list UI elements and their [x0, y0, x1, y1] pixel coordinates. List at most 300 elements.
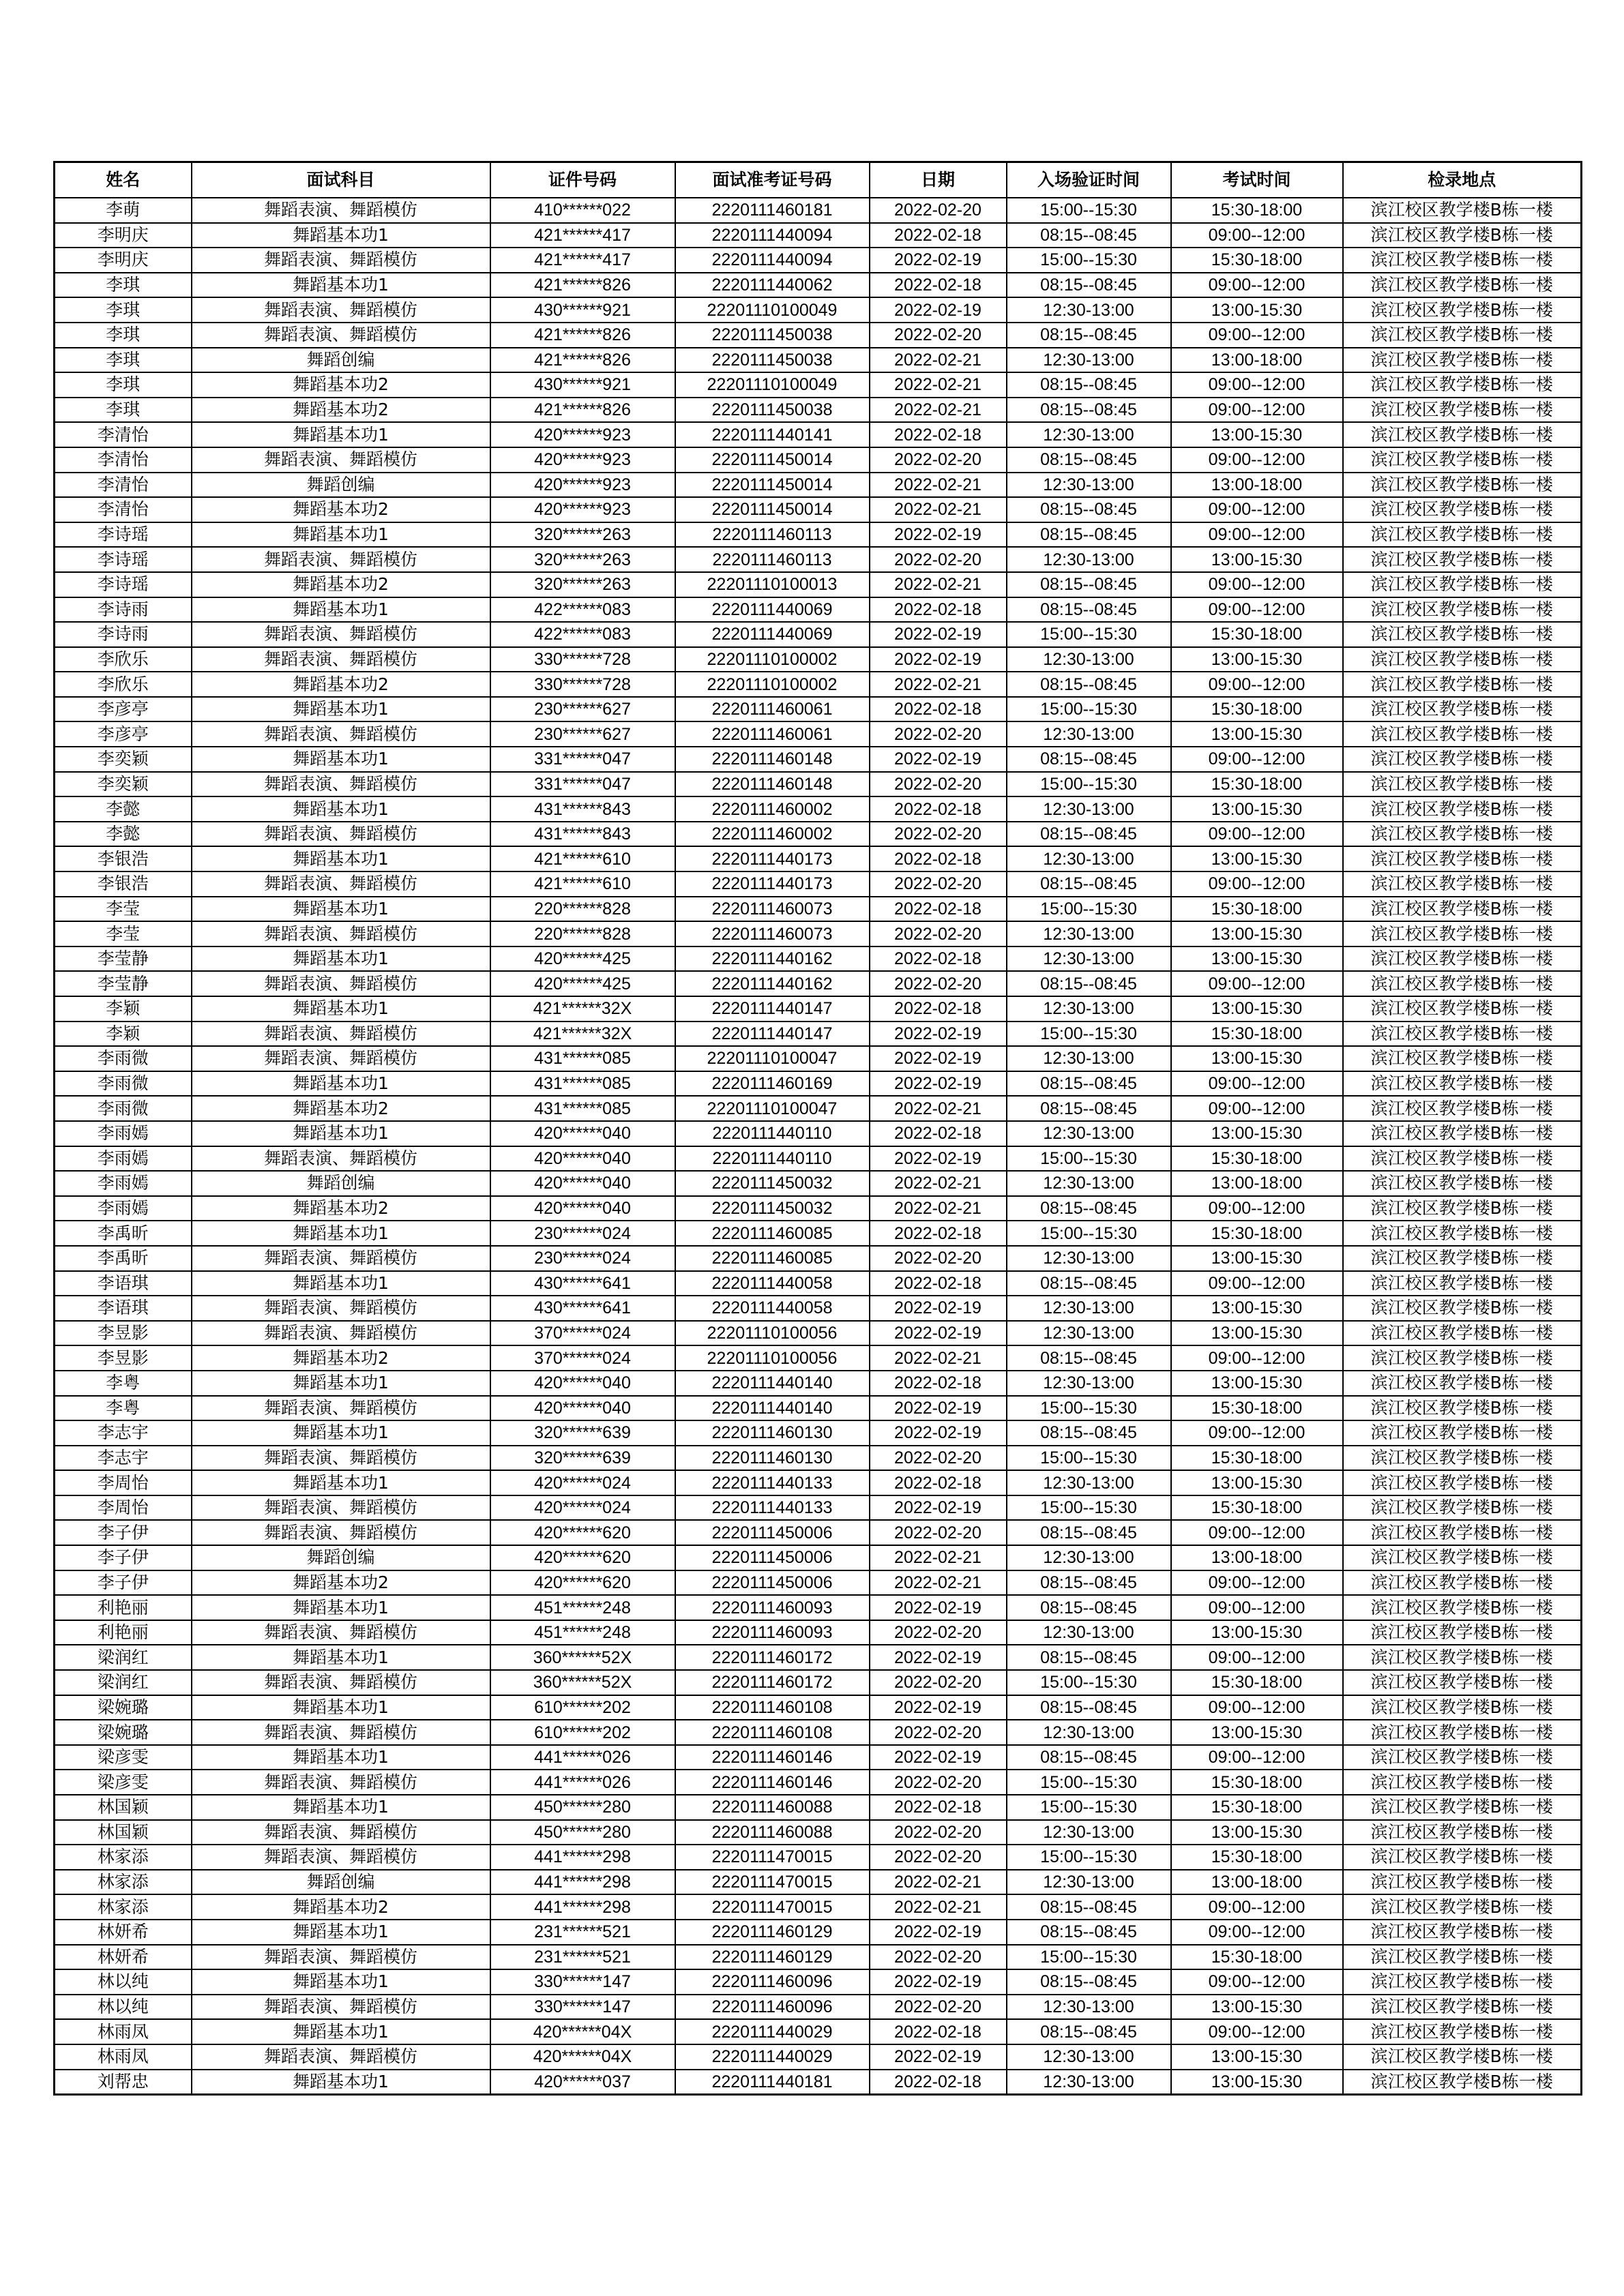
cell-name: 李琪	[55, 372, 192, 398]
cell-location: 滨江校区教学楼B栋一楼	[1343, 547, 1582, 572]
cell-name: 李雨嫣	[55, 1146, 192, 1172]
cell-name: 李周怡	[55, 1470, 192, 1495]
cell-exam-time: 09:00--12:00	[1171, 323, 1343, 348]
table-header-row	[55, 162, 1582, 198]
cell-subject: 舞蹈基本功1	[192, 1795, 490, 1820]
cell-location: 滨江校区教学楼B栋一楼	[1343, 1321, 1582, 1346]
cell-name: 刘帮忠	[55, 2070, 192, 2095]
table-row	[55, 1920, 1582, 1945]
table-row	[55, 1595, 1582, 1620]
cell-subject: 舞蹈表演、舞蹈模仿	[192, 1446, 490, 1471]
cell-name: 李懿	[55, 796, 192, 822]
cell-subject: 舞蹈基本功1	[192, 1595, 490, 1620]
cell-exam-time: 09:00--12:00	[1171, 822, 1343, 847]
cell-date: 2022-02-21	[870, 1345, 1007, 1371]
cell-admission-number: 2220111460002	[675, 822, 870, 847]
cell-location: 滨江校区教学楼B栋一楼	[1343, 1870, 1582, 1895]
table-row	[55, 672, 1582, 697]
cell-subject: 舞蹈基本功1	[192, 1121, 490, 1146]
cell-name: 李粤	[55, 1396, 192, 1421]
table-row	[55, 1271, 1582, 1296]
cell-name: 林家添	[55, 1845, 192, 1870]
cell-name: 林雨凤	[55, 2044, 192, 2070]
cell-id-number: 331******047	[490, 747, 675, 772]
cell-admission-number: 2220111460129	[675, 1945, 870, 1970]
cell-subject: 舞蹈基本功1	[192, 2070, 490, 2095]
cell-name: 李语琪	[55, 1271, 192, 1296]
cell-location: 滨江校区教学楼B栋一楼	[1343, 1570, 1582, 1596]
cell-name: 李琪	[55, 273, 192, 298]
cell-exam-time: 13:00-15:30	[1171, 2044, 1343, 2070]
cell-name: 李子伊	[55, 1520, 192, 1545]
cell-checkin-time: 08:15--08:45	[1007, 871, 1171, 897]
cell-checkin-time: 08:15--08:45	[1007, 1894, 1171, 1920]
cell-admission-number: 22201110100002	[675, 672, 870, 697]
cell-checkin-time: 08:15--08:45	[1007, 572, 1171, 597]
cell-checkin-time: 08:15--08:45	[1007, 323, 1171, 348]
cell-location: 滨江校区教学楼B栋一楼	[1343, 822, 1582, 847]
cell-name: 李志宇	[55, 1420, 192, 1446]
cell-exam-time: 13:00-15:30	[1171, 422, 1343, 447]
cell-admission-number: 2220111440133	[675, 1470, 870, 1495]
cell-admission-number: 2220111450038	[675, 398, 870, 423]
cell-admission-number: 2220111440110	[675, 1146, 870, 1172]
cell-id-number: 420******040	[490, 1371, 675, 1396]
cell-checkin-time: 12:30-13:00	[1007, 297, 1171, 323]
cell-checkin-time: 12:30-13:00	[1007, 1545, 1171, 1570]
cell-admission-number: 2220111440069	[675, 622, 870, 647]
cell-id-number: 220******828	[490, 897, 675, 922]
cell-name: 李昱影	[55, 1321, 192, 1346]
cell-name: 李琪	[55, 323, 192, 348]
cell-date: 2022-02-18	[870, 897, 1007, 922]
cell-subject: 舞蹈表演、舞蹈模仿	[192, 1670, 490, 1695]
cell-exam-time: 15:30-18:00	[1171, 1146, 1343, 1172]
cell-id-number: 441******298	[490, 1894, 675, 1920]
cell-id-number: 441******026	[490, 1745, 675, 1770]
cell-admission-number: 2220111460129	[675, 1920, 870, 1945]
cell-subject: 舞蹈基本功1	[192, 1470, 490, 1495]
cell-location: 滨江校区教学楼B栋一楼	[1343, 2070, 1582, 2095]
cell-subject: 舞蹈基本功1	[192, 522, 490, 548]
cell-location: 滨江校区教学楼B栋一楼	[1343, 1820, 1582, 1845]
cell-subject: 舞蹈基本功2	[192, 572, 490, 597]
table-row	[55, 1720, 1582, 1745]
table-row	[55, 447, 1582, 473]
cell-exam-time: 09:00--12:00	[1171, 572, 1343, 597]
cell-name: 李琪	[55, 398, 192, 423]
cell-subject: 舞蹈表演、舞蹈模仿	[192, 1146, 490, 1172]
cell-date: 2022-02-19	[870, 1495, 1007, 1521]
cell-exam-time: 13:00-15:30	[1171, 1620, 1343, 1645]
cell-id-number: 331******047	[490, 772, 675, 797]
table-row	[55, 1046, 1582, 1071]
cell-date: 2022-02-19	[870, 647, 1007, 672]
cell-subject: 舞蹈表演、舞蹈模仿	[192, 2044, 490, 2070]
cell-id-number: 420******04X	[490, 2019, 675, 2044]
cell-admission-number: 2220111450014	[675, 447, 870, 473]
cell-location: 滨江校区教学楼B栋一楼	[1343, 1371, 1582, 1396]
header-id-number: 证件号码	[490, 162, 675, 198]
cell-exam-time: 13:00-15:30	[1171, 1720, 1343, 1745]
cell-location: 滨江校区教学楼B栋一楼	[1343, 572, 1582, 597]
cell-checkin-time: 08:15--08:45	[1007, 497, 1171, 522]
table-row	[55, 1870, 1582, 1895]
cell-location: 滨江校区教学楼B栋一楼	[1343, 447, 1582, 473]
cell-location: 滨江校区教学楼B栋一楼	[1343, 1670, 1582, 1695]
cell-location: 滨江校区教学楼B栋一楼	[1343, 1720, 1582, 1745]
cell-date: 2022-02-18	[870, 273, 1007, 298]
cell-checkin-time: 12:30-13:00	[1007, 946, 1171, 972]
table-row	[55, 572, 1582, 597]
cell-subject: 舞蹈基本功1	[192, 273, 490, 298]
cell-name: 李禹昕	[55, 1221, 192, 1246]
cell-exam-time: 09:00--12:00	[1171, 747, 1343, 772]
cell-location: 滨江校区教学楼B栋一楼	[1343, 1795, 1582, 1820]
cell-checkin-time: 08:15--08:45	[1007, 398, 1171, 423]
cell-exam-time: 09:00--12:00	[1171, 597, 1343, 623]
cell-id-number: 320******263	[490, 547, 675, 572]
cell-name: 李雨嫣	[55, 1196, 192, 1221]
cell-admission-number: 2220111440058	[675, 1296, 870, 1321]
cell-name: 李银浩	[55, 871, 192, 897]
cell-date: 2022-02-21	[870, 1570, 1007, 1596]
cell-admission-number: 2220111450006	[675, 1520, 870, 1545]
cell-checkin-time: 15:00--15:30	[1007, 897, 1171, 922]
cell-subject: 舞蹈基本功1	[192, 996, 490, 1022]
table-row	[55, 1894, 1582, 1920]
cell-location: 滨江校区教学楼B栋一楼	[1343, 1470, 1582, 1495]
cell-exam-time: 13:00-15:30	[1171, 721, 1343, 747]
table-row	[55, 1196, 1582, 1221]
cell-name: 李颖	[55, 1022, 192, 1047]
cell-id-number: 370******024	[490, 1345, 675, 1371]
cell-checkin-time: 12:30-13:00	[1007, 796, 1171, 822]
cell-date: 2022-02-19	[870, 1595, 1007, 1620]
cell-location: 滨江校区教学楼B栋一楼	[1343, 1071, 1582, 1097]
cell-subject: 舞蹈表演、舞蹈模仿	[192, 1620, 490, 1645]
cell-exam-time: 13:00-15:30	[1171, 921, 1343, 946]
cell-date: 2022-02-18	[870, 996, 1007, 1022]
cell-admission-number: 2220111440094	[675, 248, 870, 273]
cell-subject: 舞蹈基本功1	[192, 422, 490, 447]
cell-location: 滨江校区教学楼B栋一楼	[1343, 721, 1582, 747]
table-row	[55, 223, 1582, 248]
cell-date: 2022-02-21	[870, 572, 1007, 597]
table-row	[55, 1670, 1582, 1695]
cell-id-number: 451******248	[490, 1595, 675, 1620]
cell-location: 滨江校区教学楼B栋一楼	[1343, 473, 1582, 498]
cell-date: 2022-02-20	[870, 772, 1007, 797]
cell-exam-time: 15:30-18:00	[1171, 1396, 1343, 1421]
cell-date: 2022-02-20	[870, 1246, 1007, 1271]
cell-checkin-time: 08:15--08:45	[1007, 1071, 1171, 1097]
table-row	[55, 897, 1582, 922]
cell-checkin-time: 15:00--15:30	[1007, 1446, 1171, 1471]
cell-admission-number: 2220111460061	[675, 697, 870, 722]
cell-checkin-time: 15:00--15:30	[1007, 1146, 1171, 1172]
cell-location: 滨江校区教学楼B栋一楼	[1343, 996, 1582, 1022]
cell-name: 李雨微	[55, 1096, 192, 1121]
cell-id-number: 430******641	[490, 1296, 675, 1321]
cell-location: 滨江校区教学楼B栋一楼	[1343, 846, 1582, 871]
cell-date: 2022-02-19	[870, 747, 1007, 772]
cell-exam-time: 15:30-18:00	[1171, 1495, 1343, 1521]
cell-exam-time: 13:00-15:30	[1171, 846, 1343, 871]
cell-exam-time: 09:00--12:00	[1171, 447, 1343, 473]
cell-admission-number: 2220111460169	[675, 1071, 870, 1097]
cell-location: 滨江校区教学楼B栋一楼	[1343, 1396, 1582, 1421]
cell-admission-number: 2220111460093	[675, 1595, 870, 1620]
cell-subject: 舞蹈基本功1	[192, 597, 490, 623]
table-row	[55, 1820, 1582, 1845]
cell-id-number: 420******425	[490, 946, 675, 972]
cell-subject: 舞蹈基本功1	[192, 1371, 490, 1396]
cell-admission-number: 22201110100056	[675, 1345, 870, 1371]
cell-name: 李清怡	[55, 447, 192, 473]
cell-subject: 舞蹈表演、舞蹈模仿	[192, 248, 490, 273]
cell-location: 滨江校区教学楼B栋一楼	[1343, 1595, 1582, 1620]
cell-date: 2022-02-20	[870, 323, 1007, 348]
cell-location: 滨江校区教学楼B栋一楼	[1343, 1695, 1582, 1720]
table-row	[55, 1246, 1582, 1271]
cell-admission-number: 22201110100013	[675, 572, 870, 597]
cell-exam-time: 09:00--12:00	[1171, 1894, 1343, 1920]
cell-location: 滨江校区教学楼B栋一楼	[1343, 1495, 1582, 1521]
cell-subject: 舞蹈表演、舞蹈模仿	[192, 622, 490, 647]
cell-name: 李颖	[55, 996, 192, 1022]
cell-name: 梁彦雯	[55, 1745, 192, 1770]
cell-name: 李诗雨	[55, 597, 192, 623]
cell-checkin-time: 08:15--08:45	[1007, 2019, 1171, 2044]
cell-name: 李雨微	[55, 1071, 192, 1097]
cell-id-number: 320******639	[490, 1446, 675, 1471]
cell-exam-time: 15:30-18:00	[1171, 622, 1343, 647]
cell-exam-time: 13:00-15:30	[1171, 946, 1343, 972]
cell-location: 滨江校区教学楼B栋一楼	[1343, 647, 1582, 672]
table-row	[55, 1296, 1582, 1321]
table-row	[55, 1221, 1582, 1246]
table-row	[55, 273, 1582, 298]
cell-date: 2022-02-20	[870, 198, 1007, 223]
cell-id-number: 230******627	[490, 721, 675, 747]
cell-id-number: 451******248	[490, 1620, 675, 1645]
cell-checkin-time: 08:15--08:45	[1007, 1695, 1171, 1720]
cell-date: 2022-02-19	[870, 1071, 1007, 1097]
cell-admission-number: 2220111440147	[675, 1022, 870, 1047]
cell-name: 李欣乐	[55, 672, 192, 697]
cell-name: 李雨嫣	[55, 1171, 192, 1196]
cell-id-number: 430******641	[490, 1271, 675, 1296]
cell-subject: 舞蹈基本功1	[192, 1920, 490, 1945]
cell-subject: 舞蹈基本功2	[192, 1196, 490, 1221]
cell-id-number: 230******024	[490, 1246, 675, 1271]
cell-id-number: 420******923	[490, 497, 675, 522]
cell-name: 林国颖	[55, 1820, 192, 1845]
cell-exam-time: 15:30-18:00	[1171, 697, 1343, 722]
cell-name: 李奕颖	[55, 747, 192, 772]
table-row	[55, 1121, 1582, 1146]
cell-id-number: 450******280	[490, 1795, 675, 1820]
cell-id-number: 330******728	[490, 647, 675, 672]
cell-exam-time: 13:00-15:30	[1171, 1820, 1343, 1845]
cell-admission-number: 2220111440062	[675, 273, 870, 298]
header-admission-number: 面试准考证号码	[675, 162, 870, 198]
cell-location: 滨江校区教学楼B栋一楼	[1343, 198, 1582, 223]
cell-date: 2022-02-19	[870, 1046, 1007, 1071]
cell-checkin-time: 12:30-13:00	[1007, 547, 1171, 572]
cell-id-number: 360******52X	[490, 1645, 675, 1670]
cell-name: 梁婉璐	[55, 1720, 192, 1745]
cell-location: 滨江校区教学楼B栋一楼	[1343, 1995, 1582, 2020]
cell-subject: 舞蹈表演、舞蹈模仿	[192, 822, 490, 847]
cell-admission-number: 2220111460113	[675, 522, 870, 548]
cell-admission-number: 2220111450032	[675, 1171, 870, 1196]
cell-subject: 舞蹈创编	[192, 348, 490, 373]
cell-admission-number: 2220111440181	[675, 2070, 870, 2095]
cell-checkin-time: 15:00--15:30	[1007, 1670, 1171, 1695]
cell-id-number: 230******024	[490, 1221, 675, 1246]
cell-name: 李银浩	[55, 846, 192, 871]
cell-name: 李彦亭	[55, 697, 192, 722]
cell-checkin-time: 15:00--15:30	[1007, 1945, 1171, 1970]
cell-date: 2022-02-20	[870, 1446, 1007, 1471]
cell-subject: 舞蹈基本功1	[192, 897, 490, 922]
cell-exam-time: 15:30-18:00	[1171, 772, 1343, 797]
table-row	[55, 1420, 1582, 1446]
cell-name: 林妍希	[55, 1945, 192, 1970]
cell-name: 李莹	[55, 897, 192, 922]
table-row	[55, 1795, 1582, 1820]
cell-date: 2022-02-19	[870, 1296, 1007, 1321]
cell-exam-time: 09:00--12:00	[1171, 273, 1343, 298]
cell-admission-number: 22201110100047	[675, 1096, 870, 1121]
cell-date: 2022-02-19	[870, 2044, 1007, 2070]
cell-location: 滨江校区教学楼B栋一楼	[1343, 1096, 1582, 1121]
cell-subject: 舞蹈基本功1	[192, 1221, 490, 1246]
cell-id-number: 320******263	[490, 522, 675, 548]
table-row	[55, 348, 1582, 373]
cell-date: 2022-02-21	[870, 497, 1007, 522]
cell-subject: 舞蹈创编	[192, 1870, 490, 1895]
table-row	[55, 473, 1582, 498]
cell-checkin-time: 12:30-13:00	[1007, 1121, 1171, 1146]
cell-id-number: 410******022	[490, 198, 675, 223]
cell-admission-number: 2220111440140	[675, 1371, 870, 1396]
cell-name: 李雨微	[55, 1046, 192, 1071]
header-subject: 面试科目	[192, 162, 490, 198]
table-row	[55, 1022, 1582, 1047]
cell-id-number: 330******147	[490, 1969, 675, 1995]
table-row	[55, 946, 1582, 972]
cell-name: 李清怡	[55, 497, 192, 522]
cell-exam-time: 09:00--12:00	[1171, 871, 1343, 897]
cell-date: 2022-02-21	[870, 348, 1007, 373]
cell-location: 滨江校区教学楼B栋一楼	[1343, 1121, 1582, 1146]
cell-subject: 舞蹈基本功2	[192, 497, 490, 522]
cell-location: 滨江校区教学楼B栋一楼	[1343, 248, 1582, 273]
table-row	[55, 721, 1582, 747]
cell-location: 滨江校区教学楼B栋一楼	[1343, 871, 1582, 897]
cell-exam-time: 09:00--12:00	[1171, 1071, 1343, 1097]
cell-name: 李欣乐	[55, 647, 192, 672]
cell-id-number: 420******040	[490, 1121, 675, 1146]
cell-date: 2022-02-19	[870, 1969, 1007, 1995]
cell-subject: 舞蹈基本功1	[192, 1745, 490, 1770]
cell-subject: 舞蹈基本功1	[192, 223, 490, 248]
cell-subject: 舞蹈表演、舞蹈模仿	[192, 647, 490, 672]
cell-admission-number: 2220111440029	[675, 2019, 870, 2044]
cell-admission-number: 2220111460108	[675, 1720, 870, 1745]
cell-exam-time: 09:00--12:00	[1171, 1920, 1343, 1945]
cell-location: 滨江校区教学楼B栋一楼	[1343, 597, 1582, 623]
table-row	[55, 547, 1582, 572]
cell-id-number: 421******826	[490, 398, 675, 423]
cell-subject: 舞蹈基本功2	[192, 398, 490, 423]
cell-date: 2022-02-18	[870, 946, 1007, 972]
cell-id-number: 421******826	[490, 273, 675, 298]
cell-id-number: 420******024	[490, 1495, 675, 1521]
cell-date: 2022-02-19	[870, 1022, 1007, 1047]
cell-checkin-time: 12:30-13:00	[1007, 647, 1171, 672]
cell-admission-number: 2220111460093	[675, 1620, 870, 1645]
cell-subject: 舞蹈基本功1	[192, 846, 490, 871]
cell-subject: 舞蹈基本功1	[192, 1969, 490, 1995]
cell-name: 李昱影	[55, 1345, 192, 1371]
cell-location: 滨江校区教学楼B栋一楼	[1343, 2044, 1582, 2070]
cell-subject: 舞蹈创编	[192, 1545, 490, 1570]
cell-id-number: 420******923	[490, 422, 675, 447]
cell-exam-time: 09:00--12:00	[1171, 497, 1343, 522]
cell-exam-time: 09:00--12:00	[1171, 1745, 1343, 1770]
cell-name: 李诗雨	[55, 622, 192, 647]
table-row	[55, 1071, 1582, 1097]
cell-date: 2022-02-19	[870, 522, 1007, 548]
cell-id-number: 420******037	[490, 2070, 675, 2095]
table-row	[55, 871, 1582, 897]
cell-location: 滨江校区教学楼B栋一楼	[1343, 1770, 1582, 1795]
cell-checkin-time: 08:15--08:45	[1007, 822, 1171, 847]
cell-subject: 舞蹈表演、舞蹈模仿	[192, 1296, 490, 1321]
cell-checkin-time: 15:00--15:30	[1007, 1770, 1171, 1795]
cell-subject: 舞蹈表演、舞蹈模仿	[192, 1046, 490, 1071]
cell-checkin-time: 12:30-13:00	[1007, 1870, 1171, 1895]
cell-name: 梁润红	[55, 1645, 192, 1670]
table-row	[55, 2070, 1582, 2095]
cell-location: 滨江校区教学楼B栋一楼	[1343, 971, 1582, 996]
cell-date: 2022-02-18	[870, 1795, 1007, 1820]
cell-id-number: 420******620	[490, 1520, 675, 1545]
cell-date: 2022-02-18	[870, 1121, 1007, 1146]
cell-id-number: 330******147	[490, 1995, 675, 2020]
table-row	[55, 772, 1582, 797]
cell-location: 滨江校区教学楼B栋一楼	[1343, 1620, 1582, 1645]
cell-name: 李诗瑶	[55, 522, 192, 548]
cell-admission-number: 2220111460146	[675, 1770, 870, 1795]
cell-id-number: 420******040	[490, 1196, 675, 1221]
cell-exam-time: 13:00-15:30	[1171, 1246, 1343, 1271]
cell-id-number: 430******921	[490, 372, 675, 398]
table-row	[55, 1620, 1582, 1645]
cell-location: 滨江校区教学楼B栋一楼	[1343, 522, 1582, 548]
cell-exam-time: 13:00-15:30	[1171, 1046, 1343, 1071]
cell-subject: 舞蹈表演、舞蹈模仿	[192, 772, 490, 797]
cell-location: 滨江校区教学楼B栋一楼	[1343, 273, 1582, 298]
cell-date: 2022-02-20	[870, 721, 1007, 747]
cell-checkin-time: 12:30-13:00	[1007, 1371, 1171, 1396]
cell-checkin-time: 15:00--15:30	[1007, 772, 1171, 797]
cell-id-number: 431******085	[490, 1046, 675, 1071]
